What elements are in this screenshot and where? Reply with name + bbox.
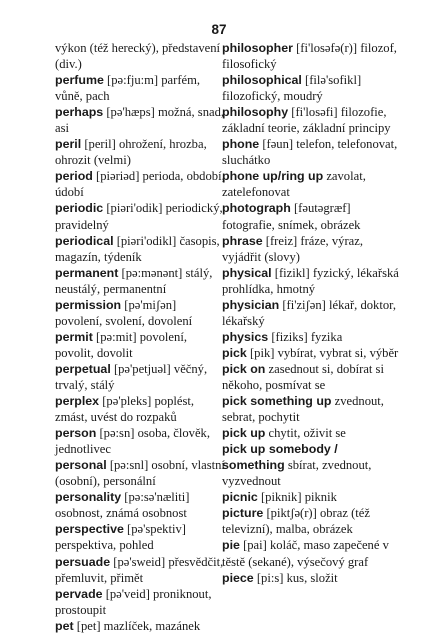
headword: photograph [222, 201, 291, 216]
dictionary-entry [55, 521, 225, 553]
entry-text: [fi'ziʃən] lékař, doktor, lékařský [222, 297, 396, 328]
dictionary-entry [222, 168, 400, 200]
dictionary-entry [55, 297, 225, 329]
dictionary-entry [222, 104, 400, 136]
entry-text: [fi'losəfə(r)] filozof, filosofický [222, 41, 397, 72]
dictionary-entry [55, 104, 225, 136]
headword: person [55, 426, 97, 441]
entry-text: [fiziks] fyzika [271, 329, 343, 344]
dictionary-entry [55, 329, 225, 361]
entry-text: [pə'miʃən] povolení, svolení, dovolení [55, 297, 193, 328]
headword: pick up [222, 426, 266, 441]
headword: physics [222, 329, 269, 344]
headword: pick something up [222, 394, 332, 409]
entry-text: [fizikl] fyzický, lékařská prohlídka, hmotný [222, 265, 399, 296]
headword: period [55, 169, 93, 184]
entry-text: [peril] ohrožení, hrozba, ohrozit (velmi) [55, 137, 207, 168]
entry-text: [filə'sofikl] filozofický, moudrý [222, 73, 362, 104]
headword: pervade [55, 586, 103, 601]
headword: perplex [55, 394, 100, 409]
entry-text: zvednout, sebrat, pochytit [222, 394, 384, 425]
entry-text: [fəun] telefon, telefonovat, sluchátko [222, 137, 398, 168]
headword: phone [222, 137, 260, 152]
entry-text: [pik] vybírat, vybrat si, výběr [249, 345, 399, 360]
headword: perspective [55, 522, 124, 537]
entry-text: [pə:mənənt] stálý, neustálý, permanentní [55, 265, 213, 296]
entry-text: výkon (též herecký), představení (div.) [55, 41, 221, 72]
entry-text: [pə'pleks] poplést, zmást, uvést do rozpaků [55, 394, 195, 425]
headword: permission [55, 297, 122, 312]
dictionary-entry [55, 586, 225, 618]
entry-text: [piəri'odikl] časopis, magazín, týdeník [55, 233, 220, 264]
headword: pick on [222, 361, 266, 376]
dictionary-entry [222, 361, 400, 393]
entry-text: zavolat, zatelefonovat [222, 169, 366, 200]
entry-text: [pə'spektiv] perspektiva, pohled [55, 522, 186, 553]
dictionary-entry [55, 136, 225, 168]
dictionary-entry [55, 393, 225, 425]
entry-text: [pə:sn] osoba, člověk, jednotlivec [55, 426, 210, 457]
headword: physical [222, 265, 272, 280]
entry-text: [piknik] piknik [260, 490, 337, 505]
dictionary-entry [222, 72, 400, 104]
left-column [55, 40, 225, 634]
headword: pick up somebody / something [222, 442, 338, 473]
entry-text: [pə'petjuəl] věčný, trvalý, stálý [55, 361, 208, 392]
dictionary-entry [222, 329, 400, 345]
dictionary-entry [222, 570, 400, 586]
headword: perpetual [55, 361, 111, 376]
entry-text: [pə'hæps] možná, snad, asi [55, 105, 225, 136]
headword: pie [222, 538, 240, 553]
dictionary-entry [222, 265, 400, 297]
headword: philosopher [222, 41, 293, 55]
headword: piece [222, 570, 254, 585]
dictionary-entry [222, 40, 400, 72]
entry-text: sbírat, zvednout, vyzvednout [222, 458, 372, 489]
dictionary-entry [222, 489, 400, 505]
entry-text: [pə'sweid] přesvědčit, přemluvit, přimět [55, 554, 224, 585]
dictionary-entry [222, 425, 400, 441]
entry-text: [fəutəgræf] fotografie, snímek, obrázek [222, 201, 361, 232]
headword: permit [55, 329, 93, 344]
page-number: 87 [211, 22, 227, 37]
dictionary-entry [222, 441, 400, 489]
dictionary-entry [55, 40, 225, 72]
entry-text: [pə:fju:m] parfém, vůně, pach [55, 73, 201, 104]
headword: phrase [222, 233, 263, 248]
entry-text: [pə:sə'næliti] osobnost, známá osobnost [55, 490, 190, 521]
dictionary-entry [55, 72, 225, 104]
dictionary-entry [222, 233, 400, 265]
headword: periodical [55, 233, 114, 248]
dictionary-entry [222, 393, 400, 425]
headword: phone up/ring up [222, 169, 324, 184]
headword: personality [55, 490, 122, 505]
entry-text: [pə:snl] osobní, vlastní (osobní), personální [55, 458, 225, 489]
dictionary-entry [222, 537, 400, 569]
entry-text: [pi:s] kus, složit [256, 570, 338, 585]
headword: philosophical [222, 73, 302, 88]
dictionary-entry [222, 505, 400, 537]
entry-text: [piəriəd] perioda, období, údobí [55, 169, 225, 200]
entry-text: [piktʃə(r)] obraz (též televizní), malba, obrázek [222, 506, 370, 537]
headword: picnic [222, 490, 258, 505]
entry-text: [pə:mit] povolení, povolit, dovolit [55, 329, 187, 360]
dictionary-entry [55, 265, 225, 297]
right-column [222, 40, 400, 586]
entry-text: chytit, oživit se [268, 426, 346, 441]
headword: physician [222, 297, 280, 312]
dictionary-entry [55, 168, 225, 200]
headword: personal [55, 458, 107, 473]
headword: persuade [55, 554, 111, 569]
entry-text: zasednout si, dobírat si někoho, posmívat se [222, 361, 384, 392]
dictionary-entry [55, 425, 225, 457]
dictionary-entry [55, 457, 225, 489]
dictionary-entry [222, 345, 400, 361]
dictionary-entry [55, 233, 225, 265]
dictionary-entry [222, 136, 400, 168]
dictionary-entry [222, 297, 400, 329]
entry-text: [freiz] fráze, výraz, vyjádřit (slovy) [222, 233, 363, 264]
entry-text: [fi'losəfi] filozofie, základní teorie, základní principy [222, 105, 391, 136]
headword: periodic [55, 201, 104, 216]
dictionary-entry [55, 200, 225, 232]
entry-text: [piəri'odik] periodický, pravidelný [55, 201, 223, 232]
headword: philosophy [222, 105, 289, 120]
headword: picture [222, 506, 264, 521]
dictionary-entry [222, 200, 400, 232]
dictionary-entry [55, 618, 225, 634]
dictionary-entry [55, 489, 225, 521]
entry-text: [pai] koláč, maso zapečené v těstě (sekané), výsečový graf [222, 538, 389, 569]
entry-text: [pə'veid] proniknout, prostoupit [55, 586, 212, 617]
headword: perhaps [55, 105, 104, 120]
headword: permanent [55, 265, 119, 280]
dictionary-entry [55, 554, 225, 586]
entry-text: [pet] mazlíček, mazánek [76, 618, 201, 633]
headword: pick [222, 345, 247, 360]
headword: pet [55, 618, 74, 633]
dictionary-entry [55, 361, 225, 393]
headword: perfume [55, 73, 104, 88]
headword: peril [55, 137, 82, 152]
